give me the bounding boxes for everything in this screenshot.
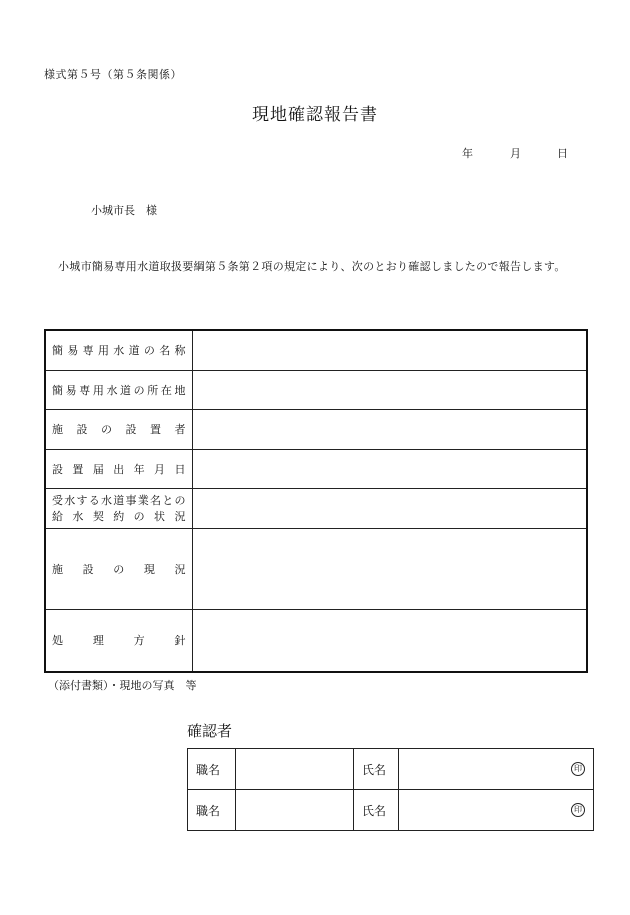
seal-icon: 印 bbox=[571, 762, 585, 776]
row-value-field[interactable] bbox=[193, 609, 588, 672]
report-table bbox=[44, 329, 588, 673]
row-label bbox=[45, 609, 193, 672]
table-row bbox=[45, 330, 587, 370]
date-year-label: 年 bbox=[462, 147, 473, 160]
table-row bbox=[45, 609, 587, 672]
date-day-label: 日 bbox=[557, 147, 568, 160]
row-label-text: 設 置 届 出 年 月 日 bbox=[52, 462, 186, 476]
confirmer-row bbox=[188, 790, 594, 831]
name-field[interactable] bbox=[399, 790, 594, 831]
name-label: 氏名 bbox=[354, 790, 399, 831]
position-field[interactable] bbox=[236, 790, 354, 831]
table-row bbox=[45, 528, 587, 609]
confirmer-table bbox=[187, 748, 594, 831]
row-label-text: 簡 易 専 用 水 道 の 名 称 bbox=[52, 344, 186, 358]
date-month-label: 月 bbox=[510, 147, 521, 160]
row-label bbox=[45, 330, 193, 370]
name-field[interactable] bbox=[399, 749, 594, 790]
row-value-field[interactable] bbox=[193, 528, 588, 609]
confirmer-title: 確認者 bbox=[187, 722, 233, 740]
body-text: 小城市簡易専用水道取扱要綱第５条第２項の規定により、次のとおり確認しましたので報告します。 bbox=[58, 260, 566, 273]
position-label: 職名 bbox=[188, 790, 236, 831]
attachments-note: （添付書類）・現地の写真 等 bbox=[48, 679, 197, 692]
confirmer-row bbox=[188, 749, 594, 790]
seal-icon: 印 bbox=[571, 803, 585, 817]
row-value-field[interactable] bbox=[193, 449, 588, 488]
table-row bbox=[45, 370, 587, 409]
addressee: 小城市長 様 bbox=[91, 204, 157, 217]
row-label bbox=[45, 449, 193, 488]
form-number: 様式第５号（第５条関係） bbox=[44, 68, 182, 81]
position-field[interactable] bbox=[236, 749, 354, 790]
row-label-line2: 給 水 契 約 の 状 況 bbox=[52, 510, 186, 523]
table-row bbox=[45, 449, 587, 488]
table-row bbox=[45, 488, 587, 528]
row-label-text: 簡 易 専 用 水 道 の 所 在 地 bbox=[52, 383, 186, 397]
row-label-text: 処 理 方 針 bbox=[52, 634, 186, 648]
row-label bbox=[45, 488, 193, 528]
row-label-text: 施 設 の 設 置 者 bbox=[52, 423, 186, 436]
row-value-field[interactable] bbox=[193, 488, 588, 528]
row-value-field[interactable] bbox=[193, 330, 588, 370]
name-label: 氏名 bbox=[354, 749, 399, 790]
row-label-text: 施 設 の 現 況 bbox=[52, 562, 186, 576]
row-value-field[interactable] bbox=[193, 409, 588, 449]
row-label-line1: 受 水 す る 水 道 事 業 名 と の bbox=[52, 494, 186, 507]
row-label bbox=[45, 409, 193, 449]
row-label bbox=[45, 528, 193, 609]
row-label bbox=[45, 370, 193, 409]
document-title: 現地確認報告書 bbox=[252, 105, 378, 125]
row-value-field[interactable] bbox=[193, 370, 588, 409]
table-row bbox=[45, 409, 587, 449]
position-label: 職名 bbox=[188, 749, 236, 790]
